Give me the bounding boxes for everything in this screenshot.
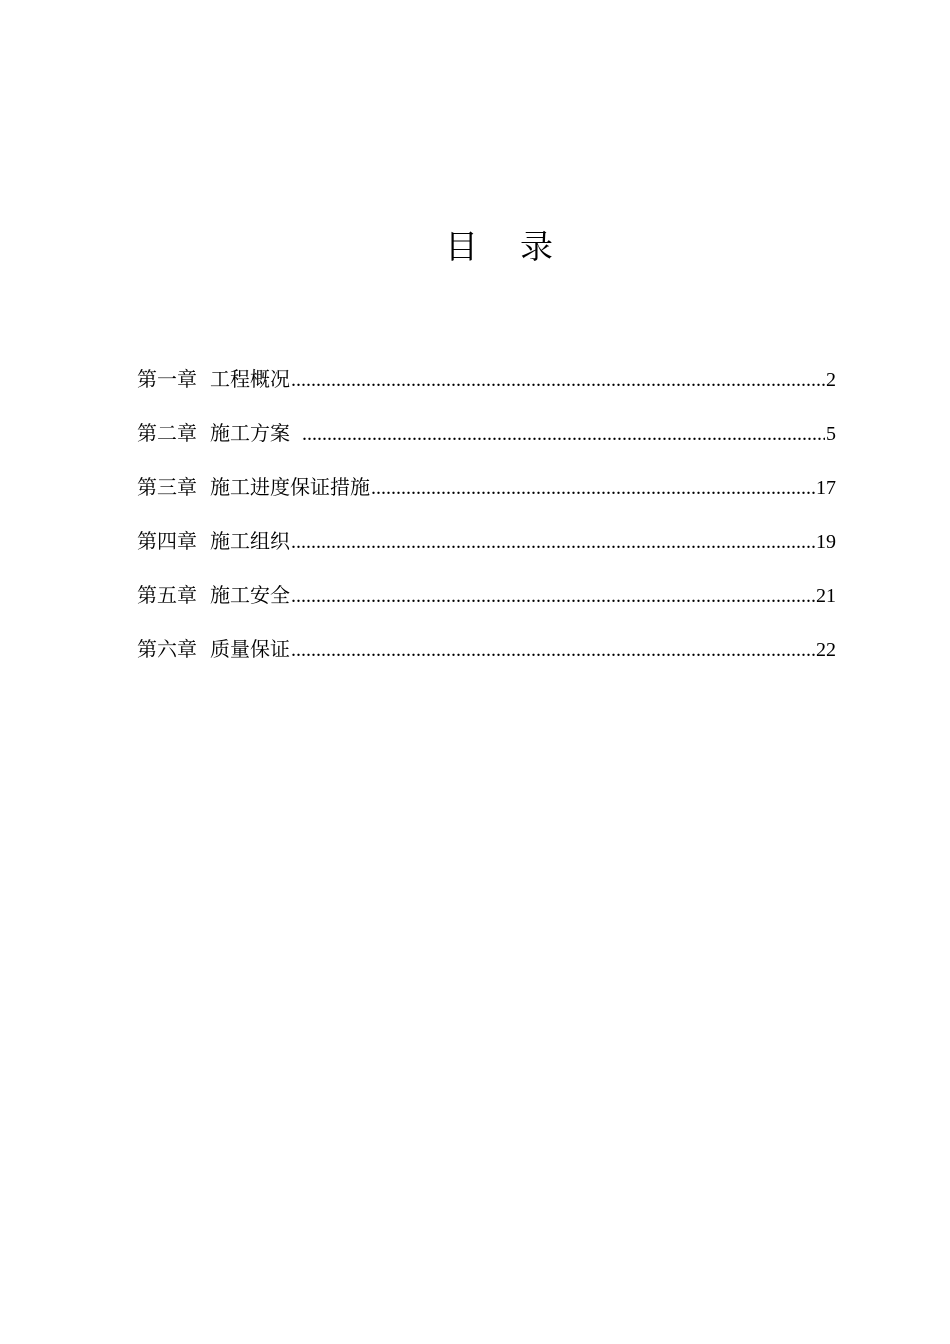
toc-entry-chapter-2[interactable] <box>137 416 836 470</box>
chapter-number: 第三章 <box>137 475 197 499</box>
toc-heading <box>0 222 950 272</box>
page-number: 17 <box>816 477 836 499</box>
chapter-title: 工程概况 <box>210 367 290 391</box>
page-number: 22 <box>816 639 836 661</box>
dot-leader <box>291 363 825 397</box>
page-number: 21 <box>816 585 836 607</box>
chapter-title: 施工方案 <box>210 421 290 445</box>
chapter-title: 施工组织 <box>210 529 290 553</box>
chapter-number: 第一章 <box>137 367 197 391</box>
toc-entry-chapter-6[interactable] <box>137 632 836 686</box>
toc-entry-chapter-4[interactable] <box>137 524 836 578</box>
toc-entry-chapter-5[interactable] <box>137 578 836 632</box>
dot-leader <box>291 633 815 667</box>
chapter-number: 第六章 <box>137 637 197 661</box>
chapter-number: 第五章 <box>137 583 197 607</box>
dot-leader <box>371 471 815 505</box>
page-number: 5 <box>826 423 836 445</box>
chapter-title: 施工进度保证措施 <box>210 475 370 499</box>
toc-entry-chapter-3[interactable] <box>137 470 836 524</box>
toc-heading-char-1: 目 <box>445 227 478 266</box>
chapter-title: 施工安全 <box>210 583 290 607</box>
toc-heading-char-2: 录 <box>520 227 553 266</box>
dot-leader <box>291 579 815 613</box>
dot-leader <box>302 417 825 451</box>
dot-leader <box>291 525 815 559</box>
chapter-number: 第二章 <box>137 421 197 445</box>
toc-list <box>137 362 836 686</box>
toc-entry-chapter-1[interactable] <box>137 362 836 416</box>
page-number: 19 <box>816 531 836 553</box>
chapter-title: 质量保证 <box>210 637 290 661</box>
chapter-number: 第四章 <box>137 529 197 553</box>
page-number: 2 <box>826 369 836 391</box>
